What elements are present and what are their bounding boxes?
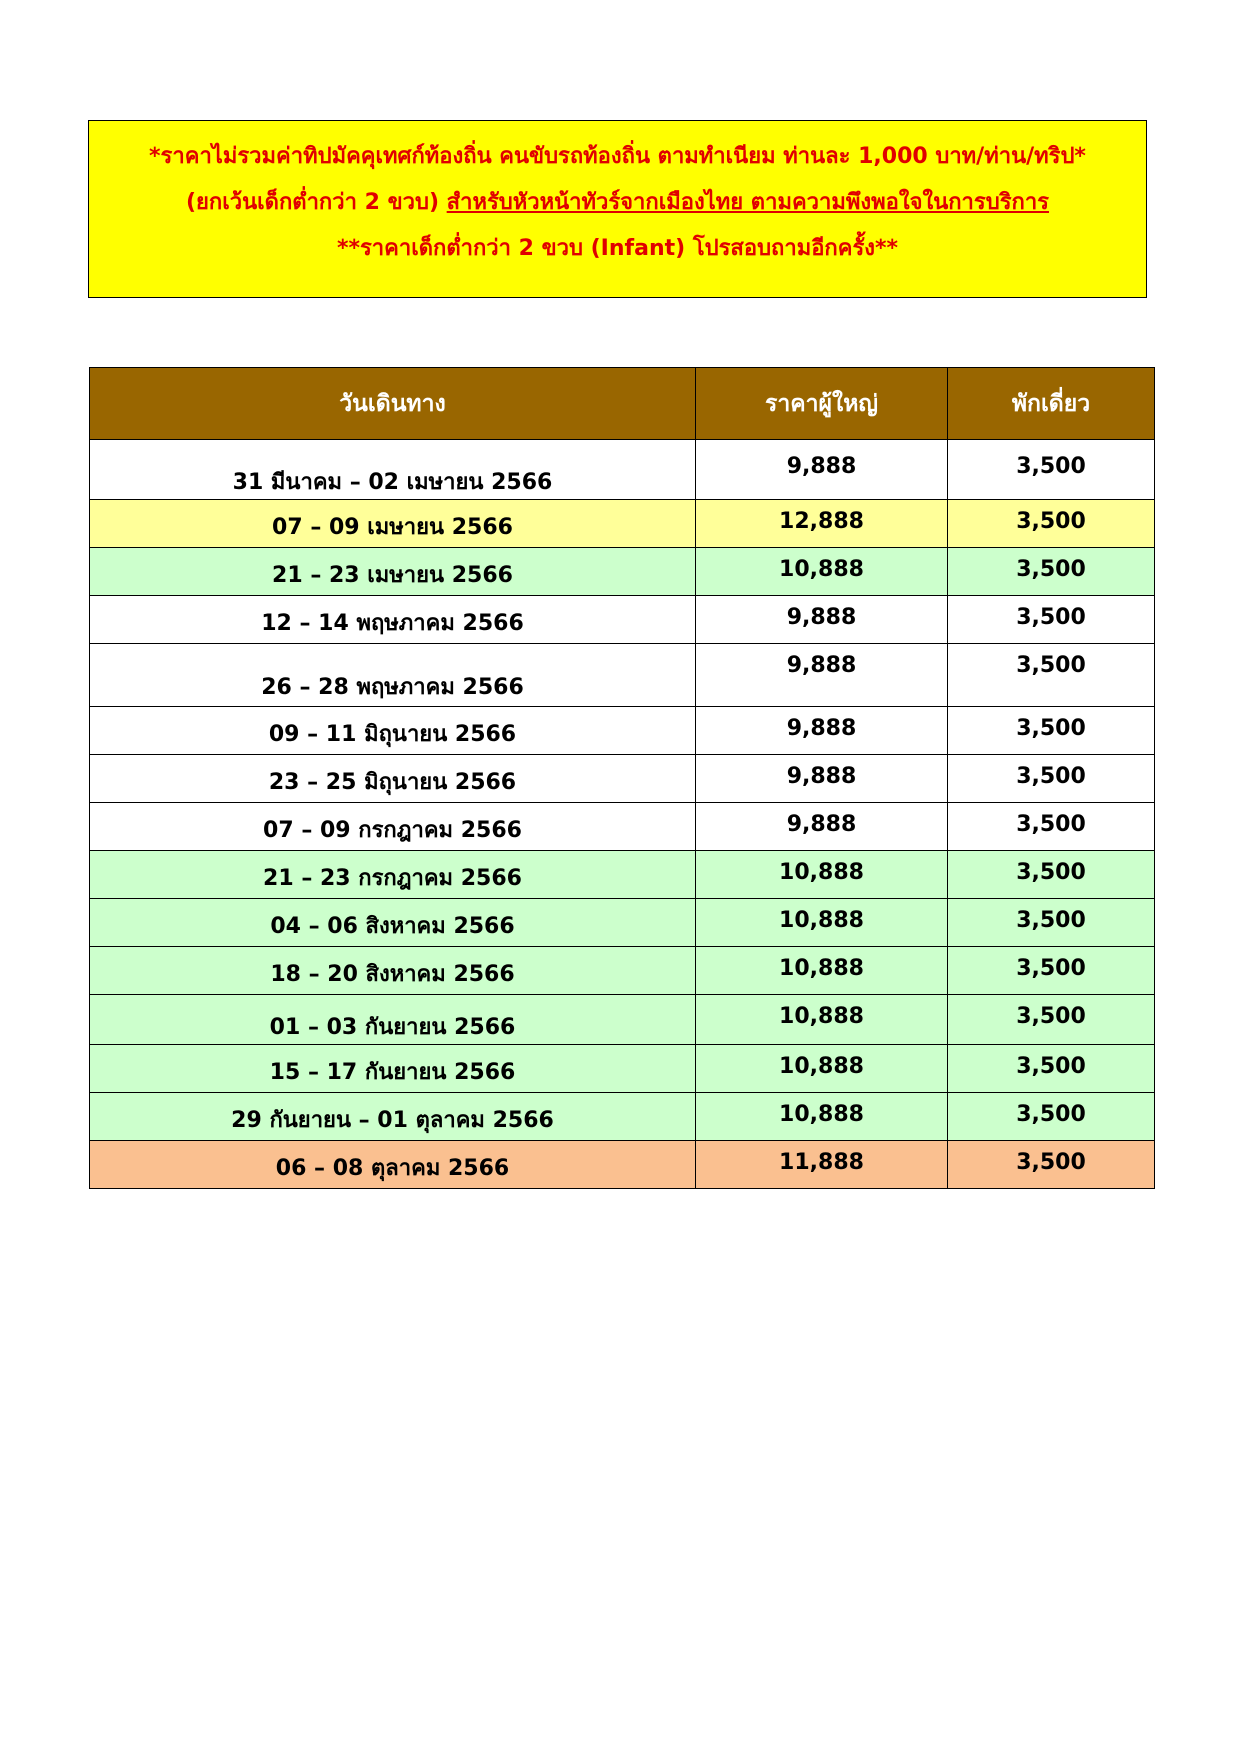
date-cell: 29 กันยายน – 01 ตุลาคม 2566 [90,1093,696,1141]
table-header-row [90,368,1155,440]
single-supplement-cell: 3,500 [948,1093,1155,1141]
single-supplement-cell: 3,500 [948,755,1155,803]
adult-price-cell: 9,888 [696,644,948,707]
table-row [90,1045,1155,1093]
date-cell: 09 – 11 มิถุนายน 2566 [90,707,696,755]
date-cell: 18 – 20 สิงหาคม 2566 [90,947,696,995]
price-notice-box [88,120,1147,298]
notice-line-exception [89,183,1146,229]
date-cell: 21 – 23 กรกฎาคม 2566 [90,851,696,899]
single-supplement-cell: 3,500 [948,644,1155,707]
single-supplement-cell: 3,500 [948,548,1155,596]
header-travel-date: วันเดินทาง [90,368,696,440]
price-table [89,367,1155,1189]
single-supplement-cell: 3,500 [948,803,1155,851]
date-cell: 15 – 17 กันยายน 2566 [90,1045,696,1093]
notice-line-tip: *ราคาไม่รวมค่าทิปมัคคุเทศก์ท้องถิ่น คนขับรถท้องถิ่น ตามทำเนียม ท่านละ 1,000 บาท/ท่าน/ทริป* [149,144,1086,169]
table-row [90,1093,1155,1141]
date-cell: 07 – 09 กรกฎาคม 2566 [90,803,696,851]
date-cell: 23 – 25 มิถุนายน 2566 [90,755,696,803]
adult-price-cell: 10,888 [696,995,948,1045]
table-row [90,644,1155,707]
table-row [90,899,1155,947]
adult-price-cell: 10,888 [696,548,948,596]
price-table-body [90,440,1155,1189]
date-cell: 12 – 14 พฤษภาคม 2566 [90,596,696,644]
table-row [90,440,1155,500]
single-supplement-cell: 3,500 [948,851,1155,899]
adult-price-cell: 9,888 [696,596,948,644]
adult-price-cell: 9,888 [696,440,948,500]
table-row [90,548,1155,596]
notice-exception-text: (ยกเว้นเด็กต่ำกว่า 2 ขวบ) [185,190,447,215]
table-row [90,947,1155,995]
single-supplement-cell: 3,500 [948,1141,1155,1189]
date-cell: 01 – 03 กันยายน 2566 [90,995,696,1045]
table-row [90,707,1155,755]
single-supplement-cell: 3,500 [948,947,1155,995]
adult-price-cell: 9,888 [696,755,948,803]
table-row [90,851,1155,899]
single-supplement-cell: 3,500 [948,440,1155,500]
adult-price-cell: 10,888 [696,947,948,995]
date-cell: 07 – 09 เมษายน 2566 [90,500,696,548]
header-adult-price: ราคาผู้ใหญ่ [696,368,948,440]
single-supplement-cell: 3,500 [948,995,1155,1045]
single-supplement-cell: 3,500 [948,1045,1155,1093]
table-row [90,500,1155,548]
notice-line-infant: **ราคาเด็กต่ำกว่า 2 ขวบ (Infant) โปรสอบถามอีกครั้ง** [336,236,899,261]
adult-price-cell: 12,888 [696,500,948,548]
single-supplement-cell: 3,500 [948,596,1155,644]
adult-price-cell: 10,888 [696,1093,948,1141]
single-supplement-cell: 3,500 [948,707,1155,755]
date-cell: 31 มีนาคม – 02 เมษายน 2566 [90,440,696,500]
table-row [90,995,1155,1045]
adult-price-cell: 9,888 [696,707,948,755]
header-single-supplement: พักเดี่ยว [948,368,1155,440]
date-cell: 21 – 23 เมษายน 2566 [90,548,696,596]
table-row [90,803,1155,851]
adult-price-cell: 10,888 [696,851,948,899]
adult-price-cell: 11,888 [696,1141,948,1189]
adult-price-cell: 10,888 [696,1045,948,1093]
adult-price-cell: 9,888 [696,803,948,851]
table-row [90,596,1155,644]
notice-tour-leader-text: สำหรับหัวหน้าทัวร์จากเมืองไทย ตามความพึงพอใจในการบริการ [446,190,1050,215]
adult-price-cell: 10,888 [696,899,948,947]
date-cell: 06 – 08 ตุลาคม 2566 [90,1141,696,1189]
table-row [90,1141,1155,1189]
single-supplement-cell: 3,500 [948,500,1155,548]
date-cell: 26 – 28 พฤษภาคม 2566 [90,644,696,707]
table-row [90,755,1155,803]
single-supplement-cell: 3,500 [948,899,1155,947]
date-cell: 04 – 06 สิงหาคม 2566 [90,899,696,947]
